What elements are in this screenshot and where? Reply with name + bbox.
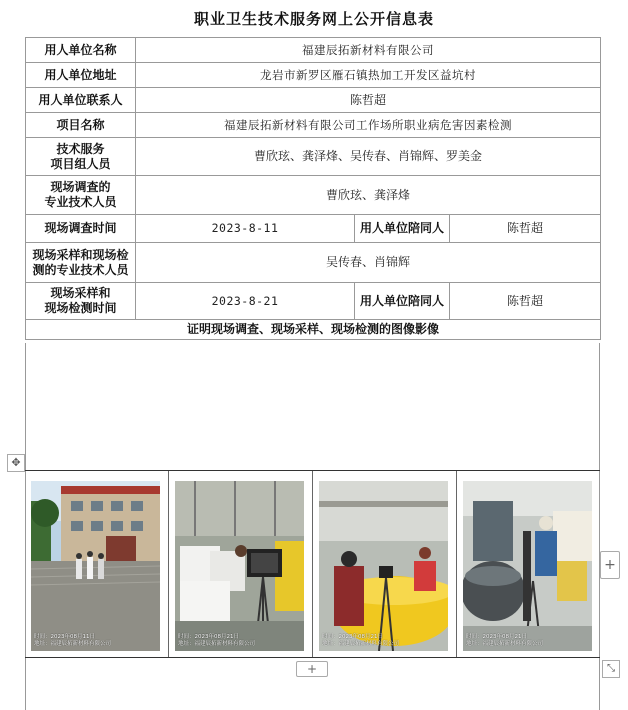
photo-row xyxy=(25,470,600,658)
photo-4-address: 地址：福建辰拓新材料有限公司 xyxy=(466,641,544,647)
escort-value-2: 陈哲超 xyxy=(450,283,601,320)
row-project xyxy=(26,113,601,138)
photo-1-caption xyxy=(34,634,111,648)
photo-sampling-reactor-image xyxy=(463,481,592,651)
sampling-time-label-line1: 现场采样和 xyxy=(50,286,111,300)
survey-staff-label xyxy=(26,176,136,215)
move-icon[interactable]: ✥ xyxy=(7,454,25,472)
row-survey-staff xyxy=(26,176,601,215)
photo-sampling-reactor[interactable] xyxy=(463,481,592,651)
sampling-time-label-line2: 现场检测时间 xyxy=(44,301,117,315)
project-value: 福建辰拓新材料有限公司工作场所职业病危害因素检测 xyxy=(136,113,601,138)
unit-address-label: 用人单位地址 xyxy=(26,63,136,88)
photo-cell-2 xyxy=(169,471,313,657)
team-value: 曹欣玹、龚泽烽、吴传春、肖锦辉、罗美金 xyxy=(136,138,601,176)
sampling-staff-label-line2: 测的专业技术人员 xyxy=(32,262,129,277)
photo-1-address: 地址：福建辰拓新材料有限公司 xyxy=(34,641,112,647)
photo-survey-outdoor-image xyxy=(31,481,160,651)
photo-2-time: 时间：2023年08月21日 xyxy=(178,634,239,640)
photo-cell-1 xyxy=(25,471,169,657)
survey-time-label: 现场调查时间 xyxy=(26,215,136,243)
row-survey-time xyxy=(26,215,601,243)
page-title: 职业卫生技术服务网上公开信息表 xyxy=(193,10,434,28)
add-row-button[interactable] xyxy=(296,661,328,677)
unit-name-label: 用人单位名称 xyxy=(26,38,136,63)
photo-cell-4 xyxy=(457,471,600,657)
escort-label-2: 用人单位陪同人 xyxy=(355,283,450,320)
photo-sampling-tank-image xyxy=(319,481,448,651)
photo-sampling-tank[interactable] xyxy=(319,481,448,651)
photo-sampling-bags-image xyxy=(175,481,304,651)
unit-address-value: 龙岩市新罗区雁石镇热加工开发区益坑村 xyxy=(136,63,601,88)
survey-staff-value: 曹欣玹、龚泽烽 xyxy=(136,176,601,215)
contact-label: 用人单位联系人 xyxy=(26,88,136,113)
add-row-plus-icon: + xyxy=(306,662,318,676)
row-unit-address xyxy=(26,63,601,88)
photo-2-address: 地址：福建辰拓新材料有限公司 xyxy=(178,641,256,647)
row-unit-name xyxy=(26,38,601,63)
unit-name-value: 福建辰拓新材料有限公司 xyxy=(136,38,601,63)
photo-1-time: 时间：2023年08月11日 xyxy=(34,634,95,640)
survey-time-value: 2023-8-11 xyxy=(136,215,355,243)
expand-icon[interactable]: ⤡ xyxy=(602,660,620,678)
row-team xyxy=(26,138,601,176)
info-table xyxy=(25,37,601,340)
sampling-staff-label xyxy=(26,243,136,283)
photo-survey-outdoor[interactable] xyxy=(31,481,160,651)
photo-cell-3 xyxy=(313,471,457,657)
photo-2-caption xyxy=(178,634,255,648)
escort-label-1: 用人单位陪同人 xyxy=(355,215,450,243)
row-sampling-time xyxy=(26,283,601,320)
survey-staff-label-line1: 现场调查的 xyxy=(50,180,111,194)
photo-3-time: 时间：2023年08月21日 xyxy=(322,634,383,640)
row-sampling-staff xyxy=(26,243,601,283)
project-label: 项目名称 xyxy=(26,113,136,138)
photo-3-address: 地址：福建辰拓新材料有限公司 xyxy=(322,641,400,647)
add-column-button[interactable] xyxy=(600,551,620,579)
sampling-time-label xyxy=(26,283,136,320)
photo-sampling-bags[interactable] xyxy=(175,481,304,651)
sampling-staff-value: 吴传春、肖锦辉 xyxy=(136,243,601,283)
row-images-header xyxy=(26,320,601,340)
survey-staff-label-line2: 专业技术人员 xyxy=(44,195,117,209)
escort-value-1: 陈哲超 xyxy=(450,215,601,243)
photo-3-caption xyxy=(322,634,399,648)
add-column-plus-icon: + xyxy=(604,557,616,573)
sampling-time-value: 2023-8-21 xyxy=(136,283,355,320)
team-label-line1: 技术服务 xyxy=(56,141,105,156)
photo-4-time: 时间：2023年08月21日 xyxy=(466,634,527,640)
images-header: 证明现场调查、现场采样、现场检测的图像影像 xyxy=(26,320,601,340)
sampling-staff-label-line1: 现场采样和现场检 xyxy=(32,247,129,262)
row-contact xyxy=(26,88,601,113)
photo-4-caption xyxy=(466,634,543,648)
team-label-line2: 项目组人员 xyxy=(50,156,111,171)
contact-value: 陈哲超 xyxy=(136,88,601,113)
team-label xyxy=(26,138,136,176)
